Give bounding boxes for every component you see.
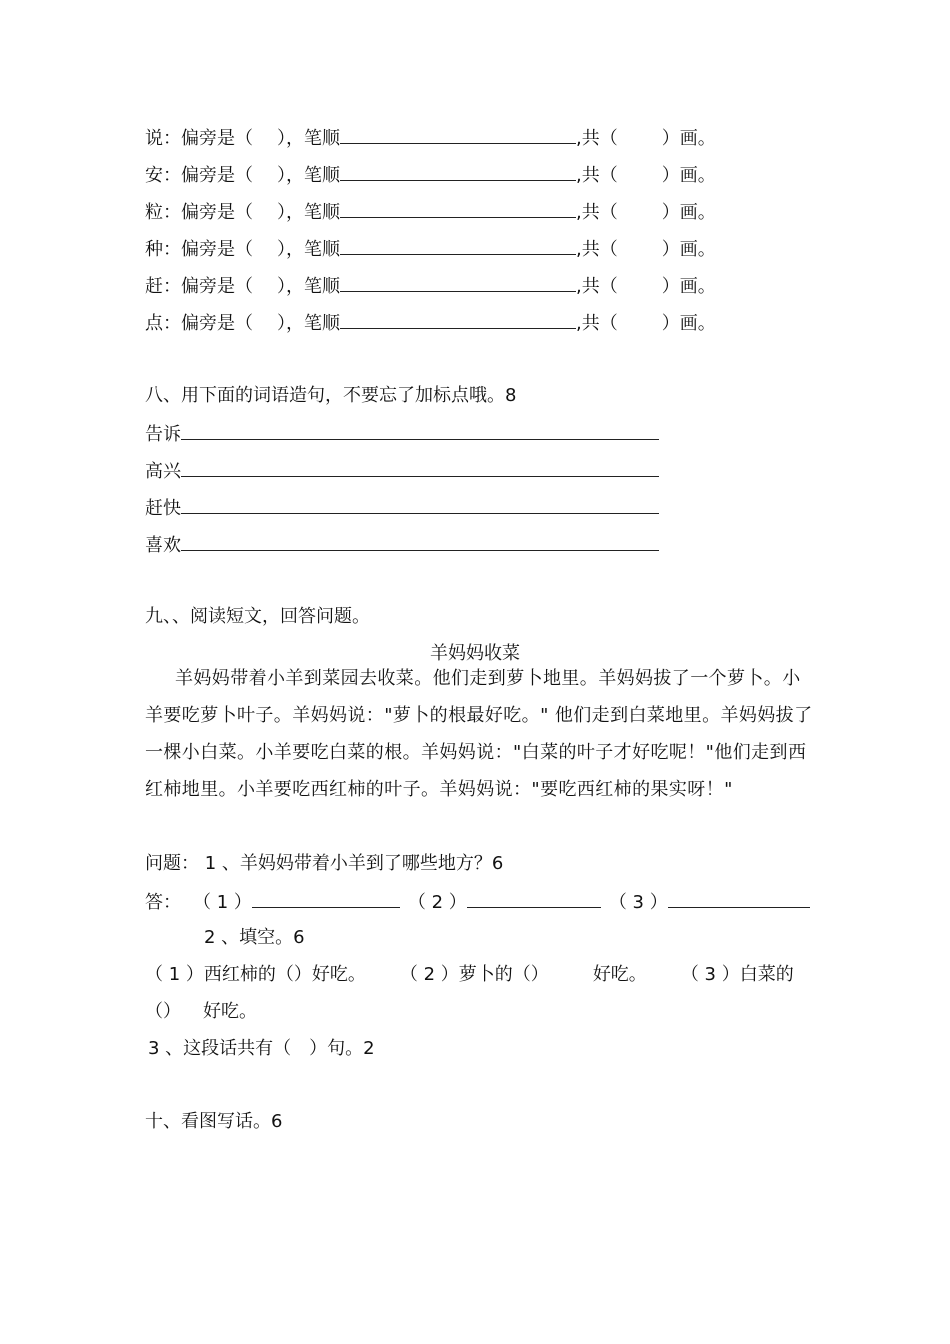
- stroke-row: [145, 125, 716, 151]
- sentence-word: 赶快: [145, 498, 181, 519]
- stroke-total-label: ,共（: [576, 202, 618, 223]
- stroke-total-close: ）画。: [661, 202, 716, 223]
- colon: ：: [163, 276, 181, 297]
- stroke-order-label: 笔顺: [304, 202, 340, 223]
- stroke-row: [145, 273, 716, 299]
- section8-heading: 八、用下面的词语造句，不要忘了加标点哦。8: [145, 385, 517, 406]
- colon: ：: [163, 313, 181, 334]
- stroke-row: [145, 199, 716, 225]
- answer-2-blank[interactable]: [467, 889, 601, 908]
- stroke-order-blank[interactable]: [340, 236, 576, 255]
- answer-2-label: （ 2 ）: [407, 892, 467, 913]
- sentence-row: [145, 458, 659, 484]
- stroke-char: 说: [145, 128, 163, 149]
- stroke-char: 安: [145, 165, 163, 186]
- sentence-word: 告诉: [145, 424, 181, 445]
- stroke-order-label: 笔顺: [304, 165, 340, 186]
- colon: ：: [163, 239, 181, 260]
- fill-row-2: [145, 1000, 257, 1024]
- question-1: 问题： 1 、羊妈妈带着小羊到了哪些地方？6: [145, 853, 504, 874]
- section10-heading: 十、看图写话。6: [145, 1111, 283, 1132]
- stroke-order-label: 笔顺: [304, 239, 340, 260]
- fill-3: （ 3 ）白菜的: [680, 964, 794, 985]
- sentence-word: 喜欢: [145, 535, 181, 556]
- stroke-row: [145, 162, 716, 188]
- stroke-total-label: ,共（: [576, 128, 618, 149]
- story-paragraph: 羊妈妈带着小羊到菜园去收菜。他们走到萝卜地里。羊妈妈拔了一个萝卜。小羊要吃萝卜叶子。羊妈妈说："萝卜的根最好吃。" 他们走到白菜地里。羊妈妈拔了一棵小白菜。小羊要吃白菜的根。羊妈妈说："白菜的叶子才好吃呢！"他们走到西红柿地里。小羊要吃西红柿的叶子。羊妈妈说："要吃西红柿的果实呀！": [145, 668, 813, 800]
- radical-paren-open: （: [235, 165, 253, 186]
- stroke-total-close: ）画。: [661, 313, 716, 334]
- radical-paren-open: （: [235, 239, 253, 260]
- colon: ：: [163, 165, 181, 186]
- radical-label: 偏旁是: [181, 239, 235, 260]
- radical-paren-open: （: [235, 276, 253, 297]
- sentence-blank[interactable]: [181, 532, 659, 551]
- stroke-char: 种: [145, 239, 163, 260]
- radical-paren-close: ），: [277, 202, 304, 223]
- stroke-order-blank[interactable]: [340, 273, 576, 292]
- answer-3-blank[interactable]: [668, 889, 810, 908]
- sentence-word: 高兴: [145, 461, 181, 482]
- radical-paren-open: （: [235, 202, 253, 223]
- answer-3-label: （ 3 ）: [608, 892, 668, 913]
- radical-label: 偏旁是: [181, 276, 235, 297]
- radical-paren-close: ），: [277, 276, 304, 297]
- radical-label: 偏旁是: [181, 313, 235, 334]
- stroke-total-close: ）画。: [661, 165, 716, 186]
- radical-label: 偏旁是: [181, 202, 235, 223]
- fill-row-1: [145, 963, 794, 987]
- stroke-total-close: ）画。: [661, 239, 716, 260]
- stroke-order-label: 笔顺: [304, 313, 340, 334]
- stroke-total-label: ,共（: [576, 165, 618, 186]
- sentence-blank[interactable]: [181, 421, 659, 440]
- stroke-char: 赶: [145, 276, 163, 297]
- stroke-total-label: ,共（: [576, 313, 618, 334]
- fill-3b: （）: [145, 1001, 181, 1022]
- stroke-order-blank[interactable]: [340, 199, 576, 218]
- radical-paren-open: （: [235, 313, 253, 334]
- radical-paren-close: ），: [277, 239, 304, 260]
- answer-label: 答：: [145, 892, 181, 913]
- stroke-order-blank[interactable]: [340, 125, 576, 144]
- stroke-total-label: ,共（: [576, 276, 618, 297]
- answer-1-blank[interactable]: [252, 889, 400, 908]
- radical-paren-close: ），: [277, 128, 304, 149]
- section9-heading: 九、、阅读短文，回答问题。: [145, 606, 370, 627]
- stroke-row: [145, 310, 716, 336]
- stroke-total-close: ）画。: [661, 128, 716, 149]
- fill-2: （ 2 ）萝卜的（）: [399, 964, 549, 985]
- question-2: 2 、填空。6: [204, 927, 305, 948]
- colon: ：: [163, 128, 181, 149]
- stroke-char: 粒: [145, 202, 163, 223]
- radical-paren-open: （: [235, 128, 253, 149]
- story-title: 羊妈妈收菜: [430, 643, 520, 664]
- stroke-order-blank[interactable]: [340, 310, 576, 329]
- radical-paren-close: ），: [277, 165, 304, 186]
- fill-2b: 好吃。: [592, 964, 647, 985]
- radical-label: 偏旁是: [181, 165, 235, 186]
- stroke-order-blank[interactable]: [340, 162, 576, 181]
- answer-1-label: （ 1 ）: [193, 892, 252, 913]
- question-3: 3 、这段话共有（ ）句。2: [148, 1038, 375, 1059]
- sentence-row: [145, 495, 659, 521]
- sentence-blank[interactable]: [181, 458, 659, 477]
- stroke-char: 点: [145, 313, 163, 334]
- fill-3c: 好吃。: [203, 1001, 257, 1022]
- radical-label: 偏旁是: [181, 128, 235, 149]
- stroke-row: [145, 236, 716, 262]
- sentence-blank[interactable]: [181, 495, 659, 514]
- stroke-order-label: 笔顺: [304, 276, 340, 297]
- fill-1: （ 1 ）西红柿的（）好吃。: [145, 964, 366, 985]
- stroke-total-close: ）画。: [661, 276, 716, 297]
- radical-paren-close: ），: [277, 313, 304, 334]
- answer-1-row: [145, 889, 810, 915]
- stroke-order-label: 笔顺: [304, 128, 340, 149]
- sentence-row: [145, 421, 659, 447]
- colon: ：: [163, 202, 181, 223]
- sentence-row: [145, 532, 659, 558]
- stroke-total-label: ,共（: [576, 239, 618, 260]
